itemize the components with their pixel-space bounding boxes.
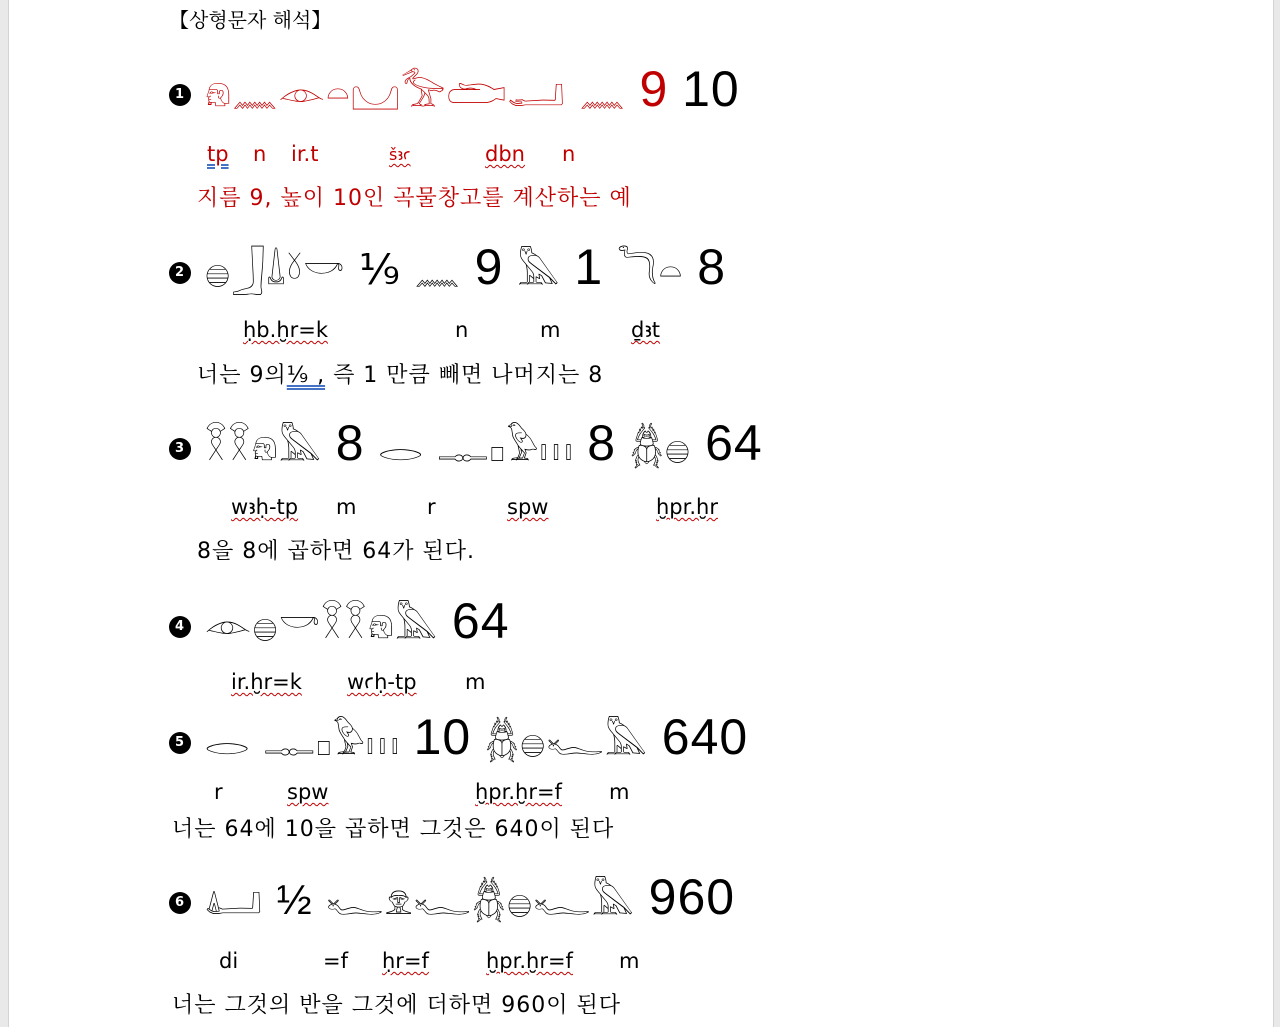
step-1-diameter: 9: [639, 61, 669, 117]
step-6-fraction: ½: [276, 876, 313, 923]
step-3-translit-m: m: [336, 495, 357, 519]
step-2-number-badge: 2: [169, 262, 191, 284]
step-2-korean-fraction: ⅑ ,: [286, 363, 326, 388]
step-1-korean: 지름 9, 높이 10인 곡물창고를 계산하는 예: [197, 186, 632, 211]
step-4-translit-irhrk: ir.ḫr=k: [231, 670, 302, 694]
step-6-translit-di: di: [219, 949, 239, 973]
step-3-korean: 8을 8에 곱하면 64가 된다.: [197, 539, 475, 564]
step-5-glyph-group-b: 𓆣𓐍𓆑𓅓: [484, 719, 649, 763]
step-3-translit-hprhr: ḫpr.ḫr: [656, 495, 718, 519]
step-5-number-badge: 5: [169, 732, 191, 754]
step-6-translit-f: =f: [323, 949, 348, 973]
step-6-korean: 너는 그것의 반을 그것에 더하면 960이 된다: [172, 993, 621, 1018]
step-1-translit-tp: tp: [207, 142, 229, 166]
step-5-n1: 10: [413, 709, 472, 765]
step-3-translit-wahtp: wꜣḥ-tp: [231, 495, 299, 519]
step-2-translit-m: m: [540, 318, 561, 342]
step-1-hieroglyphs: [169, 61, 740, 117]
step-2-glyph-group-d: 𓆓𓏏: [616, 249, 684, 293]
step-3-translit-r: r: [427, 495, 436, 519]
step-3-n2: 8: [587, 415, 616, 471]
step-1-translit-n: n: [253, 142, 267, 166]
step-2-korean: [197, 358, 603, 389]
step-6-hieroglyphs: [169, 869, 736, 925]
step-2-korean-b: 즉 1 만큼 빼면 나머지는 8: [333, 363, 604, 388]
step-4-translit-m: m: [465, 670, 486, 694]
doc-title: 【상형문자 해석】: [169, 8, 332, 32]
step-5-translit-hprhrf: ḫpr.ḫr=f: [475, 780, 562, 804]
step-3-n3: 64: [705, 415, 763, 471]
step-2-hieroglyphs: [169, 239, 727, 295]
step-6-glyph-group-b: 𓆑𓁷𓆑𓆣𓐍𓆑𓅓: [326, 879, 635, 923]
step-6-translit-hrf: ḥr=f: [382, 949, 429, 973]
step-1-translit-irt: ir.t: [291, 142, 319, 166]
step-2-translit-n: n: [455, 318, 469, 342]
step-3-number-badge: 3: [169, 438, 191, 460]
step-1-translit-n2: n: [562, 142, 576, 166]
step-2-translit-hbhrk: ḥb.ḫr=k: [243, 318, 329, 342]
step-3-hieroglyphs: [169, 415, 763, 471]
step-2-n2: 1: [574, 239, 604, 295]
step-5-korean: 너는 64에 10을 곱하면 그것은 640이 된다: [172, 817, 615, 842]
step-1-translit-dbn: dbn: [485, 142, 525, 166]
step-3-translit-spw: spw: [507, 495, 549, 519]
step-6-n1: 960: [648, 869, 736, 925]
step-2-n3: 8: [697, 239, 727, 295]
step-1-glyph-group: 𓁶𓈖𓁹𓏏𓈋𓅡𓂧𓂝: [204, 71, 566, 115]
step-5-hieroglyphs: [169, 709, 749, 765]
step-3-glyph-group-b: 𓂋 𓊃𓊪𓅱𓏥: [378, 425, 574, 469]
step-4-glyph-group: 𓁹𓐍𓎡𓎝𓎝𓁶𓅓: [204, 603, 439, 647]
step-1-number-badge: 1: [169, 84, 191, 106]
step-3-glyph-group-a: 𓎝𓎝𓁶𓅓: [204, 425, 323, 469]
step-5-n2: 640: [661, 709, 749, 765]
step-3-glyph-group-c: 𓆣𓐍: [629, 425, 692, 469]
step-4-translit-wahtp: wꜥḥ-tp: [347, 670, 417, 694]
step-5-glyph-group-a: 𓂋 𓊃𓊪𓅱𓏥: [204, 719, 400, 763]
step-2-glyph-group-b: 𓈖: [414, 249, 461, 293]
step-5-translit-r: r: [214, 780, 223, 804]
step-3-n1: 8: [335, 415, 365, 471]
step-2-translit-djat: ḏꜣt: [631, 318, 661, 342]
step-2-n1: 9: [474, 239, 504, 295]
step-4-number-badge: 4: [169, 616, 191, 638]
step-6-glyph-group-a: 𓂞: [204, 879, 263, 923]
step-6-translit-m: m: [619, 949, 640, 973]
step-1-height: 10: [682, 61, 740, 117]
step-2-fraction: ⅑: [358, 246, 401, 293]
step-5-translit-spw: spw: [287, 780, 329, 804]
document-page: [8, 0, 1274, 1027]
step-1-translit-sa: šꜣꜥ: [389, 145, 411, 164]
step-4-hieroglyphs: [169, 593, 510, 649]
step-4-n1: 64: [451, 593, 510, 649]
step-1-glyph-tail: 𓈖: [579, 71, 626, 115]
step-5-translit-m: m: [609, 780, 630, 804]
step-6-number-badge: 6: [169, 892, 191, 914]
step-2-glyph-group-c: 𓅓: [517, 249, 561, 293]
step-2-glyph-group-a: 𓐍𓃀𓍑𓍱𓎡: [204, 249, 346, 293]
step-2-korean-a: 너는 9의: [197, 363, 287, 388]
step-6-translit-hprhrf: ḫpr.ḫr=f: [486, 949, 573, 973]
